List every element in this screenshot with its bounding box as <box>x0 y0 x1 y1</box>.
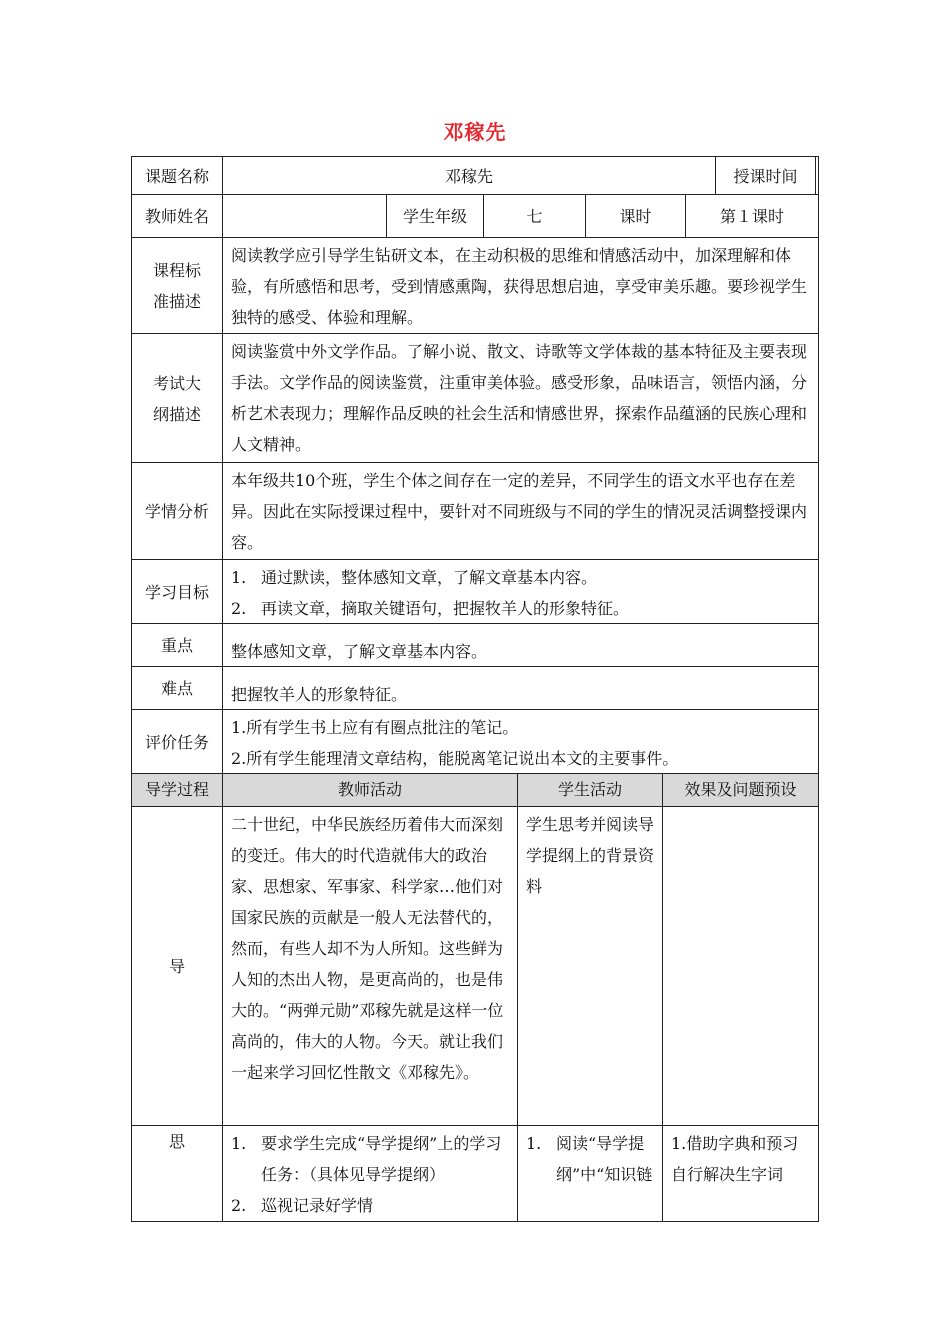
table-row <box>131 156 819 195</box>
goals-list <box>222 560 819 624</box>
table-row <box>131 559 819 624</box>
stage1-student-text: 学生思考并阅读导学提纲上的背景资料 <box>517 807 662 1126</box>
difficulty-label: 难点 <box>131 667 222 710</box>
stage2-student-list <box>517 1126 662 1222</box>
table-row <box>131 623 819 667</box>
key-label: 重点 <box>131 624 222 667</box>
period-value: 第１课时 <box>685 195 819 238</box>
stage-label-guide: 导 <box>131 807 222 1126</box>
grade-label: 学生年级 <box>386 195 483 238</box>
analysis-text: 本年级共10个班，学生个体之间存在一定的差异，不同学生的语文水平也存在差异。因此在实际授课过程中，要针对不同班级与不同的学生的情况灵活调整授课内容。 <box>222 463 819 560</box>
key-text: 整体感知文章，了解文章基本内容。 <box>222 624 819 667</box>
list-item: 2.所有学生能理清文章结构，能脱离笔记说出本文的主要事件。 <box>231 749 679 768</box>
table-bottom-border <box>131 1221 819 1222</box>
exam-label: 考试大纲描述 <box>131 334 222 463</box>
table-row <box>131 666 819 710</box>
teacher-activity-header: 教师活动 <box>222 774 517 807</box>
time-value <box>815 157 816 195</box>
table-row <box>131 462 819 560</box>
stage1-effect-text <box>662 807 819 1126</box>
course-name-label: 课题名称 <box>131 157 222 195</box>
stage2-effect-text: 1.借助字典和预习自行解决生字词 <box>662 1126 819 1222</box>
course-name-value: 邓稼先 <box>222 157 715 195</box>
student-activity-header: 学生活动 <box>517 774 662 807</box>
analysis-label: 学情分析 <box>131 463 222 560</box>
table-row <box>131 333 819 463</box>
goals-label: 学习目标 <box>131 560 222 624</box>
exam-text: 阅读鉴赏中外文学作品。了解小说、散文、诗歌等文学体裁的基本特征及主要表现手法。文学作品的阅读鉴赏，注重审美体验。感受形象，品味语言，领悟内涵，分析艺术表现力；理解作品反映的社会生活和情感世界，探索作品蕴涵的民族心理和人文精神。 <box>222 334 819 463</box>
effect-header: 效果及问题预设 <box>662 774 819 807</box>
difficulty-text: 把握牧羊人的形象特征。 <box>222 667 819 710</box>
table-row <box>131 1125 819 1222</box>
page-title: 邓稼先 <box>443 120 507 144</box>
teacher-label: 教师姓名 <box>131 195 222 238</box>
list-item: 1. 要求学生完成“导学提纲”上的学习任务：（具体见导学提纲） <box>231 1134 502 1184</box>
period-label: 课时 <box>585 195 685 238</box>
list-item: 2. 巡视记录好学情 <box>231 1196 374 1215</box>
stage-label-think: 思 <box>131 1126 222 1222</box>
standard-label: 课程标准描述 <box>131 238 222 334</box>
stage1-teacher-text: 二十世纪，中华民族经历着伟大而深刻的变迁。伟大的时代造就伟大的政治家、思想家、军事家、科学家…他们对国家民族的贡献是一般人无法替代的，然而，有些人却不为人所知。这些鲜为人知的杰出人物，是更高尚的，也是伟大的。“两弹元勋”邓稼先就是这样一位高尚的，伟大的人物。今天。就让我们一起来学习回忆性散文《邓稼先》。 <box>222 807 517 1126</box>
standard-text: 阅读教学应引导学生钻研文本，在主动积极的思维和情感活动中，加深理解和体验，有所感悟和思考，受到情感熏陶，获得思想启迪，享受审美乐趣。要珍视学生独特的感受、体验和理解。 <box>222 238 819 334</box>
teacher-value <box>222 195 386 238</box>
list-item: 1. 通过默读，整体感知文章，了解文章基本内容。 <box>231 568 598 587</box>
eval-label: 评价任务 <box>131 710 222 774</box>
grade-value: 七 <box>483 195 585 238</box>
table-row <box>131 194 819 238</box>
list-item: 1. 阅读“导学提纲”中“知识链 <box>526 1134 653 1184</box>
table-row <box>131 806 819 1126</box>
list-item: 1.所有学生书上应有有圈点批注的笔记。 <box>231 718 519 737</box>
list-item: 2. 再读文章，摘取关键语句，把握牧羊人的形象特征。 <box>231 599 630 618</box>
process-header: 导学过程 <box>131 774 222 807</box>
stage2-teacher-list <box>222 1126 517 1222</box>
eval-list <box>222 710 819 774</box>
table-row <box>131 237 819 334</box>
table-row <box>131 709 819 774</box>
time-label: 授课时间 <box>715 157 815 195</box>
process-header-row <box>131 773 819 807</box>
